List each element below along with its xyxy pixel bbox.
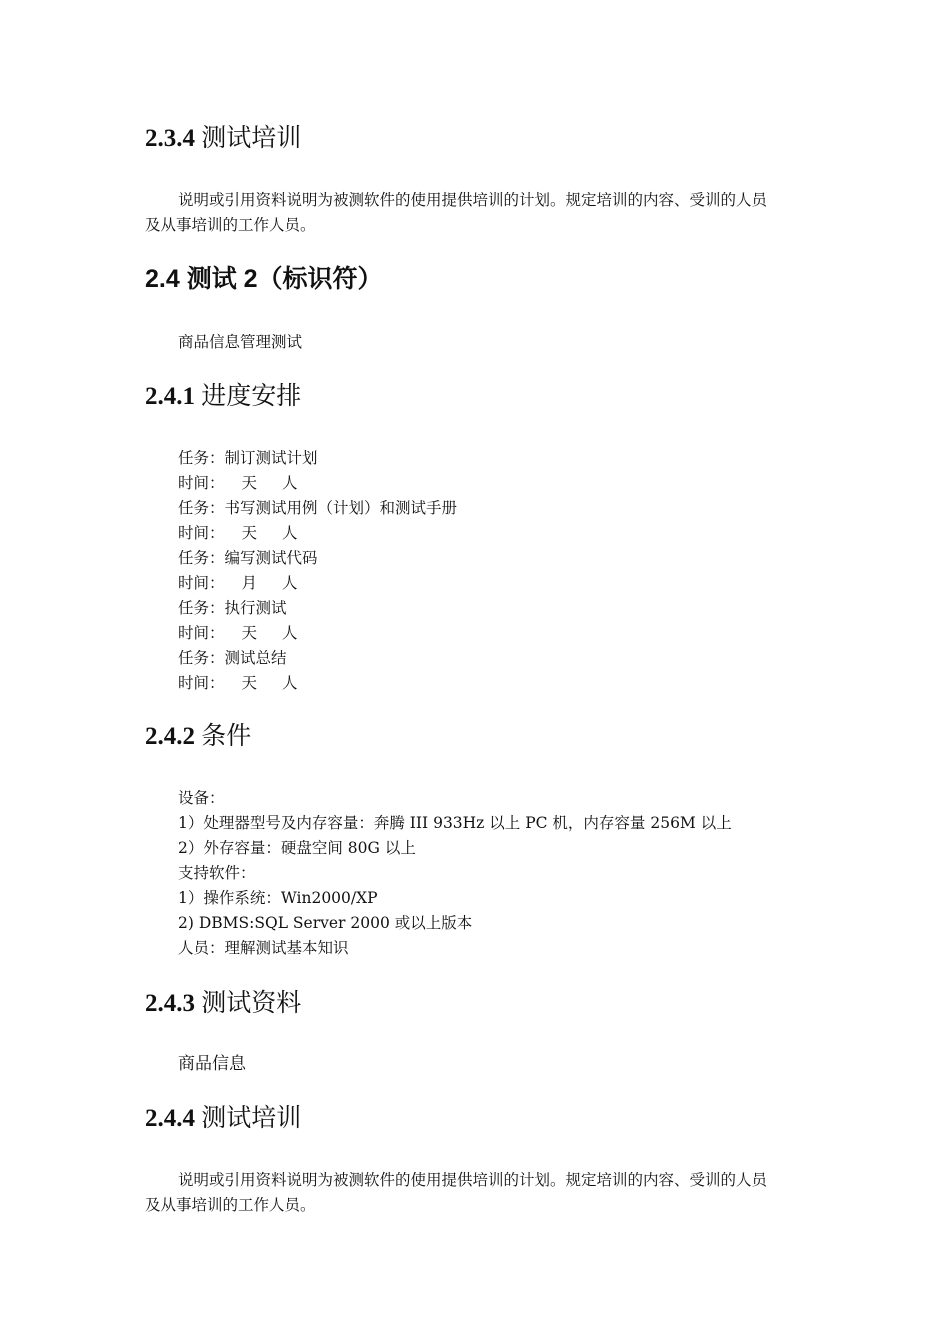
heading-2-4-2: 2.4.2 条件 [145,723,252,750]
paragraph-line: 说明或引用资料说明为被测软件的使用提供培训的计划。规定培训的内容、受训的人员 [178,1171,768,1189]
condition-line: 人员：理解测试基本知识 [178,939,349,957]
heading-2-4-3: 2.4.3 测试资料 [145,990,302,1017]
paragraph-line: 说明或引用资料说明为被测软件的使用提供培训的计划。规定培训的内容、受训的人员 [178,191,768,209]
task-line: 任务：执行测试 [178,599,287,617]
heading-2-4: 2.4 测试 2（标识符） [145,265,383,293]
time-line: 时间： 天 人 [178,674,298,692]
heading-2-4-4: 2.4.4 测试培训 [145,1105,302,1132]
time-line: 时间： 天 人 [178,474,298,492]
condition-line: 2) DBMS:SQL Server 2000 或以上版本 [178,914,473,932]
paragraph: 商品信息 [178,1054,246,1074]
paragraph-line: 及从事培训的工作人员。 [145,216,316,234]
task-line: 任务：编写测试代码 [178,549,318,567]
task-line: 任务：制订测试计划 [178,449,318,467]
condition-line: 1）操作系统：Win2000/XP [178,889,378,907]
time-line: 时间： 月 人 [178,574,298,592]
heading-2-4-1: 2.4.1 进度安排 [145,383,302,410]
condition-line: 2）外存容量：硬盘空间 80G 以上 [178,839,416,857]
heading-2-3-4: 2.3.4 测试培训 [145,125,302,152]
condition-line: 设备： [178,789,225,807]
time-line: 时间： 天 人 [178,524,298,542]
task-line: 任务：书写测试用例（计划）和测试手册 [178,499,458,517]
task-line: 任务：测试总结 [178,649,287,667]
time-line: 时间： 天 人 [178,624,298,642]
condition-line: 1）处理器型号及内存容量：奔腾 III 933Hz 以上 PC 机，内存容量 256M 以上 [178,814,732,832]
paragraph-line: 及从事培训的工作人员。 [145,1196,316,1214]
condition-line: 支持软件： [178,864,256,882]
paragraph: 商品信息管理测试 [178,333,303,351]
